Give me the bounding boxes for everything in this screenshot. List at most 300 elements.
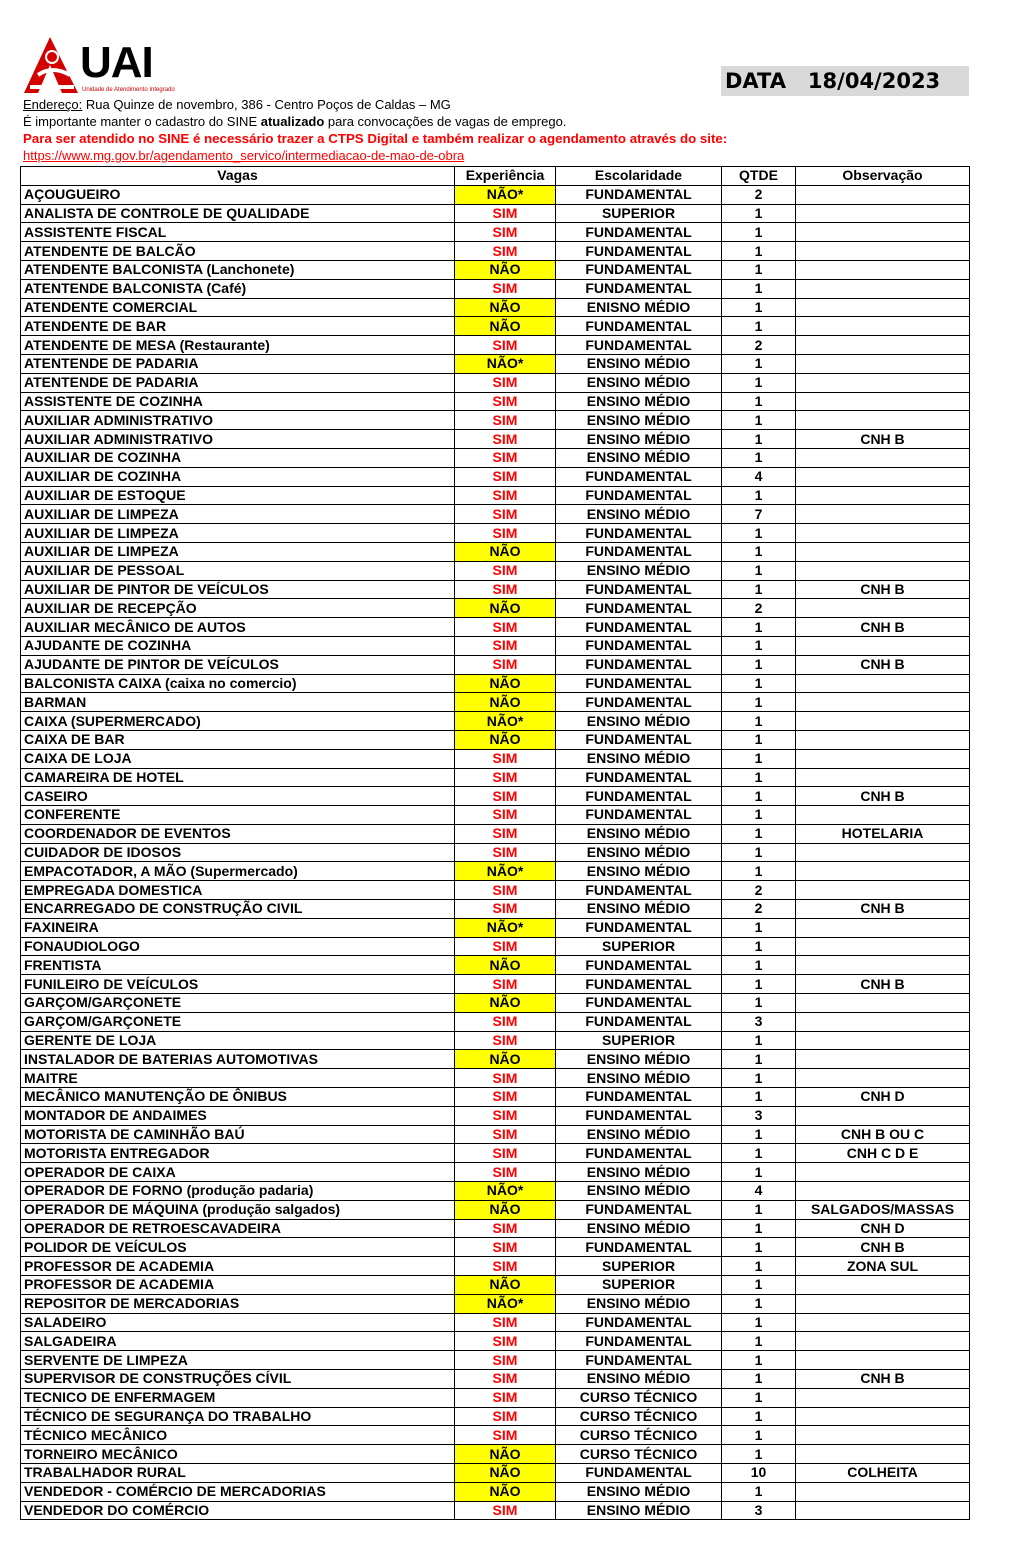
cell-experiencia: NÃO (455, 730, 556, 749)
cell-observacao: HOTELARIA (796, 824, 970, 843)
cell-experiencia: NÃO (455, 1050, 556, 1069)
cell-vaga: MECÂNICO MANUTENÇÃO DE ÔNIBUS (21, 1088, 455, 1107)
cell-escolaridade: FUNDAMENTAL (556, 1200, 722, 1219)
cell-observacao (796, 636, 970, 655)
cell-observacao (796, 467, 970, 486)
table-row (21, 279, 970, 298)
cell-qtde: 1 (722, 994, 796, 1013)
table-row (21, 1257, 970, 1276)
cell-vaga: ATENDENTE DE BAR (21, 317, 455, 336)
cell-escolaridade: ENSINO MÉDIO (556, 862, 722, 881)
cell-qtde: 1 (722, 749, 796, 768)
cell-experiencia: NÃO (455, 317, 556, 336)
cell-experiencia: NÃO (455, 693, 556, 712)
cell-qtde: 1 (722, 354, 796, 373)
cell-vaga: AUXILIAR DE LIMPEZA (21, 542, 455, 561)
cell-qtde: 1 (722, 1370, 796, 1389)
cell-observacao (796, 1050, 970, 1069)
cell-vaga: TÉCNICO MECÂNICO (21, 1426, 455, 1445)
cell-vaga: BARMAN (21, 693, 455, 712)
cell-observacao (796, 260, 970, 279)
cell-escolaridade: SUPERIOR (556, 937, 722, 956)
cell-experiencia: NÃO (455, 542, 556, 561)
cell-qtde: 1 (722, 1482, 796, 1501)
cell-vaga: AUXILIAR DE PINTOR DE VEÍCULOS (21, 580, 455, 599)
cell-escolaridade: FUNDAMENTAL (556, 918, 722, 937)
cell-experiencia: SIM (455, 411, 556, 430)
cell-observacao (796, 1482, 970, 1501)
cell-experiencia: NÃO (455, 298, 556, 317)
table-row (21, 693, 970, 712)
cell-qtde: 3 (722, 1501, 796, 1520)
cell-experiencia: SIM (455, 975, 556, 994)
cell-vaga: CAMAREIRA DE HOTEL (21, 768, 455, 787)
cell-vaga: ATENDENTE BALCONISTA (Lanchonete) (21, 260, 455, 279)
cell-escolaridade: FUNDAMENTAL (556, 768, 722, 787)
cell-qtde: 3 (722, 1012, 796, 1031)
cell-observacao (796, 881, 970, 900)
cell-vaga: ATENDENTE COMERCIAL (21, 298, 455, 317)
date-label: DATA 18/04/2023 (721, 66, 969, 96)
cell-qtde: 1 (722, 204, 796, 223)
cell-escolaridade: FUNDAMENTAL (556, 260, 722, 279)
cell-qtde: 1 (722, 448, 796, 467)
cell-escolaridade: SUPERIOR (556, 1276, 722, 1295)
cell-observacao (796, 336, 970, 355)
cell-escolaridade: FUNDAMENTAL (556, 636, 722, 655)
cell-escolaridade: FUNDAMENTAL (556, 1332, 722, 1351)
cell-qtde: 1 (722, 1219, 796, 1238)
table-row (21, 411, 970, 430)
cell-escolaridade: ENISNO MÉDIO (556, 298, 722, 317)
cell-experiencia: SIM (455, 242, 556, 261)
table-row (21, 787, 970, 806)
cell-vaga: AJUDANTE DE COZINHA (21, 636, 455, 655)
cell-vaga: FAXINEIRA (21, 918, 455, 937)
cell-vaga: CONFERENTE (21, 806, 455, 825)
notice-line (23, 114, 566, 129)
table-row (21, 1370, 970, 1389)
table-row (21, 994, 970, 1013)
table-row (21, 204, 970, 223)
cell-observacao (796, 674, 970, 693)
cell-qtde: 1 (722, 862, 796, 881)
cell-observacao (796, 1012, 970, 1031)
cell-qtde: 1 (722, 712, 796, 731)
cell-qtde: 1 (722, 298, 796, 317)
cell-escolaridade: FUNDAMENTAL (556, 1106, 722, 1125)
cell-vaga: GERENTE DE LOJA (21, 1031, 455, 1050)
cell-vaga: AUXILIAR ADMINISTRATIVO (21, 430, 455, 449)
cell-escolaridade: FUNDAMENTAL (556, 486, 722, 505)
table-row (21, 618, 970, 637)
notice-bold: atualizado (260, 114, 325, 129)
cell-escolaridade: ENSINO MÉDIO (556, 1125, 722, 1144)
table-row (21, 1313, 970, 1332)
cell-observacao (796, 843, 970, 862)
cell-observacao (796, 561, 970, 580)
cell-qtde: 1 (722, 279, 796, 298)
table-row (21, 336, 970, 355)
cell-vaga: ATENTENDE DE PADARIA (21, 373, 455, 392)
table-row (21, 1482, 970, 1501)
cell-escolaridade: FUNDAMENTAL (556, 730, 722, 749)
cell-escolaridade: FUNDAMENTAL (556, 975, 722, 994)
cell-escolaridade: ENSINO MÉDIO (556, 1482, 722, 1501)
cell-observacao (796, 204, 970, 223)
cell-vaga: AUXILIAR DE PESSOAL (21, 561, 455, 580)
cell-experiencia: SIM (455, 843, 556, 862)
cell-vaga: MAITRE (21, 1069, 455, 1088)
cell-vaga: TÉCNICO DE SEGURANÇA DO TRABALHO (21, 1407, 455, 1426)
cell-vaga: GARÇOM/GARÇONETE (21, 994, 455, 1013)
cell-qtde: 1 (722, 824, 796, 843)
table-row (21, 768, 970, 787)
cell-vaga: TORNEIRO MECÂNICO (21, 1445, 455, 1464)
cell-vaga: ATENDENTE DE MESA (Restaurante) (21, 336, 455, 355)
column-header-observacao: Observação (796, 167, 970, 186)
cell-qtde: 1 (722, 1069, 796, 1088)
cell-escolaridade: FUNDAMENTAL (556, 674, 722, 693)
cell-vaga: ASSISTENTE DE COZINHA (21, 392, 455, 411)
table-row (21, 956, 970, 975)
table-row (21, 1163, 970, 1182)
cell-observacao (796, 1182, 970, 1201)
cell-vaga: OPERADOR DE MÁQUINA (produção salgados) (21, 1200, 455, 1219)
table-row (21, 1445, 970, 1464)
cell-qtde: 1 (722, 1407, 796, 1426)
cell-vaga: CAIXA (SUPERMERCADO) (21, 712, 455, 731)
cell-experiencia: SIM (455, 1426, 556, 1445)
table-row (21, 1332, 970, 1351)
table-row (21, 1125, 970, 1144)
cell-vaga: TRABALHADOR RURAL (21, 1463, 455, 1482)
cell-qtde: 1 (722, 260, 796, 279)
cell-qtde: 1 (722, 1332, 796, 1351)
cell-escolaridade: FUNDAMENTAL (556, 1313, 722, 1332)
table-row (21, 317, 970, 336)
cell-qtde: 1 (722, 806, 796, 825)
address-label: Endereço: (23, 97, 83, 112)
table-row (21, 937, 970, 956)
table-row (21, 467, 970, 486)
cell-qtde: 1 (722, 1050, 796, 1069)
cell-qtde: 1 (722, 411, 796, 430)
cell-escolaridade: ENSINO MÉDIO (556, 900, 722, 919)
cell-qtde: 1 (722, 655, 796, 674)
cell-escolaridade: FUNDAMENTAL (556, 1012, 722, 1031)
cell-qtde: 1 (722, 768, 796, 787)
table-row (21, 1407, 970, 1426)
cell-experiencia: SIM (455, 1069, 556, 1088)
cell-experiencia: SIM (455, 1163, 556, 1182)
cell-vaga: COORDENADOR DE EVENTOS (21, 824, 455, 843)
cell-escolaridade: SUPERIOR (556, 1031, 722, 1050)
cell-observacao (796, 1313, 970, 1332)
cell-vaga: OPERADOR DE FORNO (produção padaria) (21, 1182, 455, 1201)
cell-experiencia: SIM (455, 1012, 556, 1031)
cell-vaga: SALGADEIRA (21, 1332, 455, 1351)
cell-experiencia: SIM (455, 749, 556, 768)
cell-experiencia: SIM (455, 1144, 556, 1163)
cell-observacao: CNH B (796, 580, 970, 599)
cell-qtde: 1 (722, 1125, 796, 1144)
cell-experiencia: SIM (455, 1031, 556, 1050)
uai-logo-icon (22, 35, 84, 97)
table-row (21, 486, 970, 505)
cell-vaga: AUXILIAR DE COZINHA (21, 467, 455, 486)
cell-escolaridade: ENSINO MÉDIO (556, 1219, 722, 1238)
cell-observacao (796, 279, 970, 298)
table-row (21, 1501, 970, 1520)
cell-escolaridade: ENSINO MÉDIO (556, 354, 722, 373)
cell-experiencia: SIM (455, 1501, 556, 1520)
table-row (21, 1182, 970, 1201)
cell-escolaridade: ENSINO MÉDIO (556, 430, 722, 449)
cell-experiencia: SIM (455, 524, 556, 543)
table-row (21, 1069, 970, 1088)
table-row (21, 1426, 970, 1445)
cell-vaga: CUIDADOR DE IDOSOS (21, 843, 455, 862)
cell-experiencia: NÃO* (455, 354, 556, 373)
cell-qtde: 1 (722, 1388, 796, 1407)
cell-escolaridade: CURSO TÉCNICO (556, 1407, 722, 1426)
cell-vaga: EMPACOTADOR, A MÃO (Supermercado) (21, 862, 455, 881)
cell-qtde: 2 (722, 599, 796, 618)
cell-experiencia: NÃO* (455, 1182, 556, 1201)
cell-escolaridade: ENSINO MÉDIO (556, 448, 722, 467)
cell-observacao: CNH B (796, 655, 970, 674)
cell-experiencia: SIM (455, 1388, 556, 1407)
cell-experiencia: SIM (455, 486, 556, 505)
cell-experiencia: SIM (455, 392, 556, 411)
cell-observacao (796, 448, 970, 467)
cell-experiencia: SIM (455, 806, 556, 825)
cell-qtde: 1 (722, 1294, 796, 1313)
cell-qtde: 1 (722, 1088, 796, 1107)
table-row (21, 1351, 970, 1370)
cell-escolaridade: FUNDAMENTAL (556, 881, 722, 900)
cell-observacao (796, 223, 970, 242)
table-row (21, 1012, 970, 1031)
cell-observacao (796, 1426, 970, 1445)
cell-observacao (796, 1069, 970, 1088)
cell-observacao (796, 1031, 970, 1050)
cell-qtde: 1 (722, 524, 796, 543)
cell-vaga: FUNILEIRO DE VEÍCULOS (21, 975, 455, 994)
cell-observacao (796, 730, 970, 749)
cell-escolaridade: FUNDAMENTAL (556, 618, 722, 637)
cell-escolaridade: FUNDAMENTAL (556, 1144, 722, 1163)
cell-experiencia: NÃO* (455, 1294, 556, 1313)
cell-vaga: AUXILIAR DE RECEPÇÃO (21, 599, 455, 618)
cell-qtde: 1 (722, 843, 796, 862)
cell-qtde: 1 (722, 542, 796, 561)
cell-experiencia: SIM (455, 1370, 556, 1389)
cell-vaga: AUXILIAR DE LIMPEZA (21, 505, 455, 524)
logo-subtitle: Unidade de Atendimento Integrado (82, 87, 175, 93)
cell-vaga: SALADEIRO (21, 1313, 455, 1332)
table-row (21, 448, 970, 467)
table-row (21, 580, 970, 599)
cell-qtde: 1 (722, 1313, 796, 1332)
cell-vaga: ASSISTENTE FISCAL (21, 223, 455, 242)
cell-observacao (796, 937, 970, 956)
cell-experiencia: NÃO (455, 674, 556, 693)
cell-experiencia: SIM (455, 561, 556, 580)
cell-observacao (796, 1163, 970, 1182)
cell-escolaridade: FUNDAMENTAL (556, 1238, 722, 1257)
cell-qtde: 1 (722, 1351, 796, 1370)
cell-escolaridade: SUPERIOR (556, 1257, 722, 1276)
cell-qtde: 1 (722, 1426, 796, 1445)
cell-qtde: 1 (722, 937, 796, 956)
cell-escolaridade: CURSO TÉCNICO (556, 1426, 722, 1445)
cell-qtde: 1 (722, 373, 796, 392)
cell-experiencia: SIM (455, 937, 556, 956)
cell-escolaridade: ENSINO MÉDIO (556, 561, 722, 580)
cell-observacao (796, 1332, 970, 1351)
table-row (21, 881, 970, 900)
cell-escolaridade: FUNDAMENTAL (556, 242, 722, 261)
cell-escolaridade: FUNDAMENTAL (556, 542, 722, 561)
cell-qtde: 1 (722, 1445, 796, 1464)
cell-qtde: 1 (722, 674, 796, 693)
table-row (21, 298, 970, 317)
cell-vaga: GARÇOM/GARÇONETE (21, 1012, 455, 1031)
cell-escolaridade: CURSO TÉCNICO (556, 1388, 722, 1407)
table-row (21, 260, 970, 279)
cell-qtde: 1 (722, 1276, 796, 1295)
jobs-table (20, 166, 970, 1520)
cell-qtde: 7 (722, 505, 796, 524)
cell-experiencia: SIM (455, 430, 556, 449)
cell-observacao (796, 1294, 970, 1313)
cell-vaga: BALCONISTA CAIXA (caixa no comercio) (21, 674, 455, 693)
cell-escolaridade: ENSINO MÉDIO (556, 411, 722, 430)
column-header-escolaridade: Escolaridade (556, 167, 722, 186)
cell-vaga: AUXILIAR DE COZINHA (21, 448, 455, 467)
cell-observacao (796, 242, 970, 261)
cell-vaga: VENDEDOR DO COMÉRCIO (21, 1501, 455, 1520)
cell-experiencia: SIM (455, 373, 556, 392)
cell-escolaridade: CURSO TÉCNICO (556, 1445, 722, 1464)
table-row (21, 749, 970, 768)
cell-escolaridade: FUNDAMENTAL (556, 524, 722, 543)
column-header-qtde: QTDE (722, 167, 796, 186)
cell-experiencia: SIM (455, 1106, 556, 1125)
cell-observacao: COLHEITA (796, 1463, 970, 1482)
cell-escolaridade: FUNDAMENTAL (556, 223, 722, 242)
table-row (21, 655, 970, 674)
cell-observacao (796, 354, 970, 373)
cell-observacao (796, 505, 970, 524)
table-row (21, 712, 970, 731)
column-header-vagas: Vagas (21, 167, 455, 186)
address-line (23, 97, 451, 112)
cell-escolaridade: ENSINO MÉDIO (556, 392, 722, 411)
cell-escolaridade: ENSINO MÉDIO (556, 1050, 722, 1069)
table-row (21, 1463, 970, 1482)
cell-vaga: MOTORISTA DE CAMINHÃO BAÚ (21, 1125, 455, 1144)
scheduling-link[interactable]: https://www.mg.gov.br/agendamento_servico/intermediacao-de-mao-de-obra (23, 148, 465, 163)
table-row (21, 1144, 970, 1163)
cell-experiencia: NÃO (455, 260, 556, 279)
table-row (21, 806, 970, 825)
cell-experiencia: SIM (455, 824, 556, 843)
cell-vaga: CAIXA DE LOJA (21, 749, 455, 768)
cell-observacao: CNH B (796, 787, 970, 806)
cell-qtde: 1 (722, 730, 796, 749)
table-header-row (21, 167, 970, 186)
cell-escolaridade: ENSINO MÉDIO (556, 1501, 722, 1520)
cell-qtde: 1 (722, 430, 796, 449)
cell-experiencia: SIM (455, 881, 556, 900)
cell-qtde: 1 (722, 975, 796, 994)
cell-observacao (796, 1351, 970, 1370)
cell-vaga: MONTADOR DE ANDAIMES (21, 1106, 455, 1125)
cell-experiencia: NÃO (455, 1276, 556, 1295)
cell-escolaridade: FUNDAMENTAL (556, 317, 722, 336)
table-row (21, 599, 970, 618)
cell-vaga: OPERADOR DE RETROESCAVADEIRA (21, 1219, 455, 1238)
cell-observacao (796, 806, 970, 825)
table-row (21, 636, 970, 655)
cell-observacao (796, 862, 970, 881)
table-row (21, 1276, 970, 1295)
cell-escolaridade: ENSINO MÉDIO (556, 749, 722, 768)
cell-experiencia: SIM (455, 505, 556, 524)
table-row (21, 730, 970, 749)
cell-vaga: ENCARREGADO DE CONSTRUÇÃO CIVIL (21, 900, 455, 919)
cell-escolaridade: FUNDAMENTAL (556, 956, 722, 975)
table-row (21, 505, 970, 524)
cell-observacao (796, 1106, 970, 1125)
cell-qtde: 1 (722, 392, 796, 411)
table-row (21, 900, 970, 919)
cell-observacao (796, 411, 970, 430)
cell-escolaridade: FUNDAMENTAL (556, 994, 722, 1013)
cell-experiencia: SIM (455, 1351, 556, 1370)
cell-escolaridade: FUNDAMENTAL (556, 580, 722, 599)
cell-vaga: POLIDOR DE VEÍCULOS (21, 1238, 455, 1257)
cell-qtde: 1 (722, 918, 796, 937)
cell-qtde: 1 (722, 618, 796, 637)
cell-vaga: TECNICO DE ENFERMAGEM (21, 1388, 455, 1407)
cell-qtde: 1 (722, 242, 796, 261)
cell-qtde: 1 (722, 223, 796, 242)
cell-observacao (796, 693, 970, 712)
cell-experiencia: NÃO (455, 1482, 556, 1501)
cell-observacao (796, 298, 970, 317)
uai-logo (22, 35, 175, 97)
cell-observacao (796, 317, 970, 336)
cell-escolaridade: FUNDAMENTAL (556, 599, 722, 618)
cell-observacao (796, 185, 970, 204)
cell-qtde: 1 (722, 1200, 796, 1219)
cell-experiencia: SIM (455, 655, 556, 674)
cell-escolaridade: FUNDAMENTAL (556, 1351, 722, 1370)
cell-observacao: CNH B (796, 1238, 970, 1257)
cell-qtde: 1 (722, 486, 796, 505)
cell-experiencia: SIM (455, 204, 556, 223)
cell-qtde: 4 (722, 1182, 796, 1201)
cell-observacao: CNH B (796, 618, 970, 637)
cell-qtde: 1 (722, 317, 796, 336)
table-row (21, 373, 970, 392)
cell-experiencia: SIM (455, 768, 556, 787)
cell-qtde: 4 (722, 467, 796, 486)
